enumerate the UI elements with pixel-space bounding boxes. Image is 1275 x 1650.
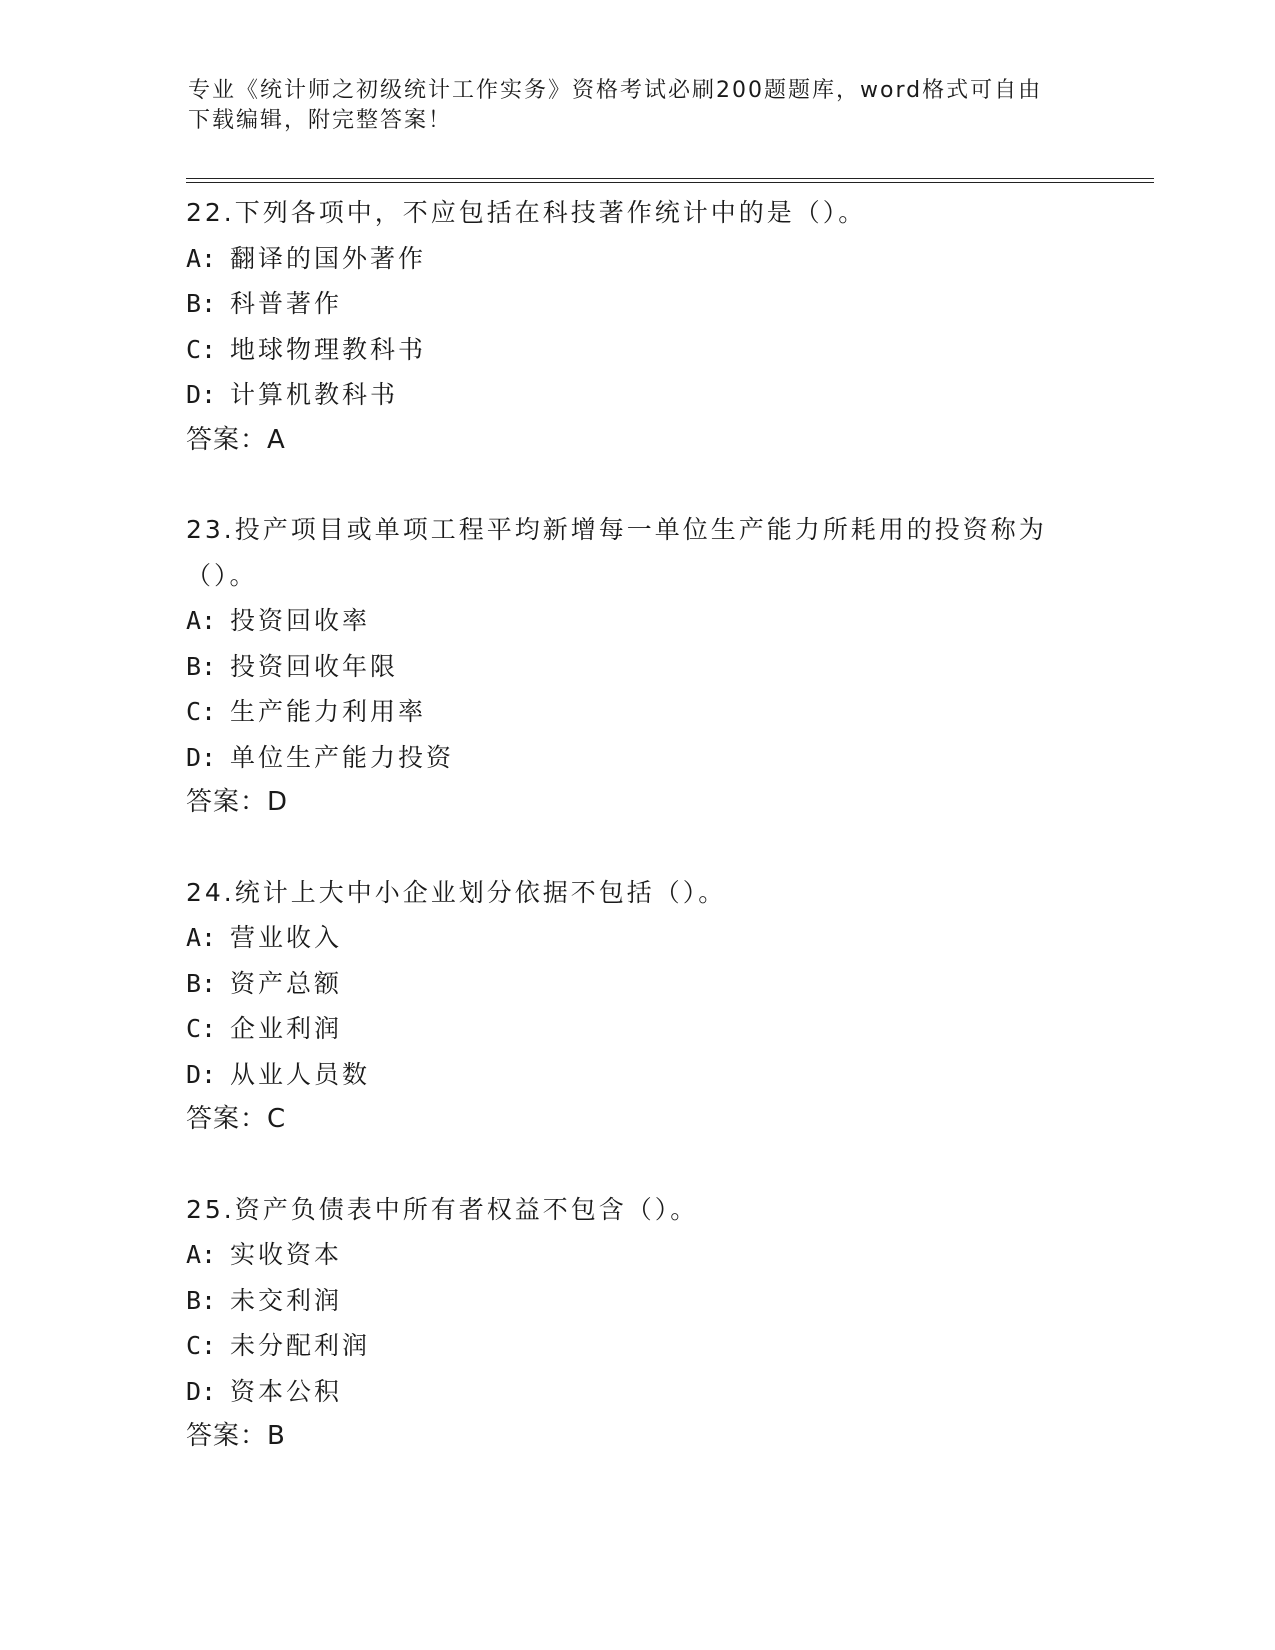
question-stem <box>186 1187 1086 1233</box>
option-key: C: <box>186 1331 217 1360</box>
answer-label: 答案： <box>186 1421 268 1451</box>
option-a <box>186 1232 1086 1278</box>
answer-value: B <box>267 1421 286 1451</box>
option-text: 计算机教科书 <box>230 380 399 409</box>
option-key: D: <box>186 1059 217 1089</box>
option-d <box>186 372 1086 418</box>
option-text: 科普著作 <box>230 289 343 318</box>
option-text: 翻译的国外著作 <box>230 243 427 273</box>
option-d <box>186 1052 1086 1098</box>
question-list <box>186 190 1086 1504</box>
answer-line <box>186 418 1086 464</box>
option-key: B: <box>186 1285 217 1315</box>
option-key: A: <box>186 606 217 635</box>
option-text: 资本公积 <box>230 1376 343 1406</box>
question-stem-line: （）。 <box>186 560 258 590</box>
header-line-1: 专业《统计师之初级统计工作实务》资格考试必刷200题题库，word格式可自由 <box>188 78 1043 103</box>
option-text: 未分配利润 <box>230 1331 371 1360</box>
answer-value: A <box>267 424 286 455</box>
option-key: C: <box>186 1014 217 1043</box>
question-stem <box>186 190 1086 236</box>
answer-line <box>186 1097 1086 1143</box>
option-key: A: <box>186 923 217 952</box>
question-stem-line: 24.统计上大中小企业划分依据不包括（）。 <box>186 877 727 907</box>
option-text: 投资回收率 <box>230 606 371 635</box>
option-key: A: <box>186 1240 217 1269</box>
option-a <box>186 236 1086 282</box>
option-key: C: <box>186 697 217 726</box>
question-stem-line: 22.下列各项中，不应包括在科技著作统计中的是（）。 <box>186 198 867 227</box>
question-stem-line: 25.资产负债表中所有者权益不包含（）。 <box>186 1194 699 1224</box>
option-text: 未交利润 <box>230 1285 343 1315</box>
question-24 <box>186 870 1086 1143</box>
option-text: 生产能力利用率 <box>230 697 427 726</box>
option-text: 资产总额 <box>230 968 343 998</box>
answer-label: 答案： <box>186 787 268 817</box>
option-b <box>186 1278 1086 1324</box>
option-key: D: <box>186 1376 217 1406</box>
option-b <box>186 644 1086 690</box>
option-text: 实收资本 <box>230 1240 343 1269</box>
answer-label: 答案： <box>186 424 268 455</box>
question-stem-line: 23.投产项目或单项工程平均新增每一单位生产能力所耗用的投资称为 <box>186 515 1047 544</box>
option-key: C: <box>186 334 217 364</box>
answer-value: D <box>267 787 289 817</box>
option-c <box>186 1323 1086 1369</box>
option-text: 地球物理教科书 <box>230 334 427 364</box>
option-key: B: <box>186 289 217 318</box>
option-text: 投资回收年限 <box>230 651 399 681</box>
page-header <box>188 76 1068 136</box>
option-d <box>186 1369 1086 1415</box>
option-key: A: <box>186 243 217 273</box>
option-d <box>186 735 1086 781</box>
option-text: 单位生产能力投资 <box>230 742 455 772</box>
option-c <box>186 689 1086 735</box>
question-25 <box>186 1187 1086 1460</box>
question-stem <box>186 507 1086 598</box>
answer-line <box>186 780 1086 826</box>
option-key: D: <box>186 742 217 772</box>
option-text: 营业收入 <box>230 923 343 952</box>
answer-line <box>186 1414 1086 1460</box>
question-stem <box>186 870 1086 916</box>
option-c <box>186 1006 1086 1052</box>
option-text: 企业利润 <box>230 1014 343 1043</box>
answer-label: 答案： <box>186 1104 268 1134</box>
option-a <box>186 915 1086 961</box>
answer-value: C <box>267 1104 287 1134</box>
option-key: B: <box>186 968 217 998</box>
option-key: B: <box>186 651 217 681</box>
question-23 <box>186 507 1086 826</box>
option-key: D: <box>186 380 217 409</box>
option-b <box>186 961 1086 1007</box>
option-a <box>186 598 1086 644</box>
option-text: 从业人员数 <box>230 1059 371 1089</box>
header-line-2: 下载编辑，附完整答案！ <box>188 108 453 133</box>
question-22 <box>186 190 1086 463</box>
header-divider <box>186 178 1154 183</box>
option-b <box>186 281 1086 327</box>
option-c <box>186 327 1086 373</box>
